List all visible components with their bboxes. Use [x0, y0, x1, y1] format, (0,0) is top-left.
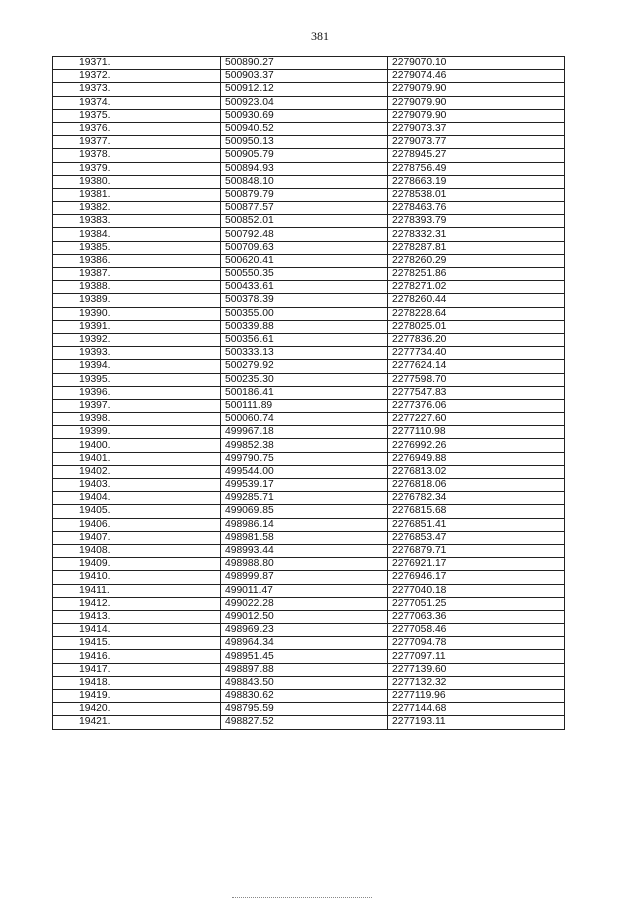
- x-coordinate-cell: 500378.39: [221, 294, 388, 307]
- table-row: [53, 241, 565, 254]
- point-number-cell: 19381.: [53, 188, 221, 201]
- x-coordinate-cell: 498993.44: [221, 544, 388, 557]
- x-coordinate-cell: 498988.80: [221, 558, 388, 571]
- point-number-cell: 19421.: [53, 716, 221, 729]
- point-number-cell: 19393.: [53, 347, 221, 360]
- table-row: [53, 439, 565, 452]
- point-number-cell: 19411.: [53, 584, 221, 597]
- point-number-cell: 19386.: [53, 254, 221, 267]
- point-number-cell: 19373.: [53, 83, 221, 96]
- y-coordinate-cell: 2279070.10: [388, 57, 565, 70]
- point-number-cell: 19391.: [53, 320, 221, 333]
- y-coordinate-cell: 2276851.41: [388, 518, 565, 531]
- y-coordinate-cell: 2276782.34: [388, 492, 565, 505]
- point-number-cell: 19420.: [53, 703, 221, 716]
- y-coordinate-cell: 2279074.46: [388, 70, 565, 83]
- point-number-cell: 19406.: [53, 518, 221, 531]
- table-row: [53, 479, 565, 492]
- point-number-cell: 19390.: [53, 307, 221, 320]
- point-number-cell: 19404.: [53, 492, 221, 505]
- x-coordinate-cell: 498969.23: [221, 624, 388, 637]
- x-coordinate-cell: 499539.17: [221, 479, 388, 492]
- x-coordinate-cell: 500923.04: [221, 96, 388, 109]
- point-number-cell: 19394.: [53, 360, 221, 373]
- point-number-cell: 19396.: [53, 386, 221, 399]
- x-coordinate-cell: 500894.93: [221, 162, 388, 175]
- x-coordinate-cell: 500235.30: [221, 373, 388, 386]
- x-coordinate-cell: 500333.13: [221, 347, 388, 360]
- y-coordinate-cell: 2276813.02: [388, 465, 565, 478]
- page-number: 381: [311, 29, 329, 43]
- y-coordinate-cell: 2279073.37: [388, 122, 565, 135]
- point-number-cell: 19413.: [53, 610, 221, 623]
- y-coordinate-cell: 2279079.90: [388, 96, 565, 109]
- x-coordinate-cell: 500620.41: [221, 254, 388, 267]
- y-coordinate-cell: 2277193.11: [388, 716, 565, 729]
- table-row: [53, 676, 565, 689]
- point-number-cell: 19395.: [53, 373, 221, 386]
- y-coordinate-cell: 2277144.68: [388, 703, 565, 716]
- point-number-cell: 19385.: [53, 241, 221, 254]
- y-coordinate-cell: 2278228.64: [388, 307, 565, 320]
- point-number-cell: 19409.: [53, 558, 221, 571]
- y-coordinate-cell: 2276992.26: [388, 439, 565, 452]
- y-coordinate-cell: 2277376.06: [388, 399, 565, 412]
- y-coordinate-cell: 2277097.11: [388, 650, 565, 663]
- table-row: [53, 215, 565, 228]
- y-coordinate-cell: 2277227.60: [388, 413, 565, 426]
- point-number-cell: 19416.: [53, 650, 221, 663]
- table-row: [53, 122, 565, 135]
- point-number-cell: 19383.: [53, 215, 221, 228]
- y-coordinate-cell: 2278271.02: [388, 281, 565, 294]
- point-number-cell: 19402.: [53, 465, 221, 478]
- y-coordinate-cell: 2278663.19: [388, 175, 565, 188]
- point-number-cell: 19382.: [53, 202, 221, 215]
- table-row: [53, 558, 565, 571]
- x-coordinate-cell: 499012.50: [221, 610, 388, 623]
- table-row: [53, 518, 565, 531]
- point-number-cell: 19399.: [53, 426, 221, 439]
- x-coordinate-cell: 500186.41: [221, 386, 388, 399]
- x-coordinate-cell: 499022.28: [221, 597, 388, 610]
- y-coordinate-cell: 2278756.49: [388, 162, 565, 175]
- table-row: [53, 465, 565, 478]
- table-row: [53, 96, 565, 109]
- x-coordinate-cell: 500852.01: [221, 215, 388, 228]
- table-row: [53, 413, 565, 426]
- table-row: [53, 452, 565, 465]
- y-coordinate-cell: 2276949.88: [388, 452, 565, 465]
- y-coordinate-cell: 2277040.18: [388, 584, 565, 597]
- table-row: [53, 544, 565, 557]
- y-coordinate-cell: 2279073.77: [388, 136, 565, 149]
- y-coordinate-cell: 2278945.27: [388, 149, 565, 162]
- point-number-cell: 19407.: [53, 531, 221, 544]
- table-row: [53, 610, 565, 623]
- x-coordinate-cell: 500550.35: [221, 268, 388, 281]
- y-coordinate-cell: 2278260.29: [388, 254, 565, 267]
- x-coordinate-cell: 498827.52: [221, 716, 388, 729]
- x-coordinate-cell: 499790.75: [221, 452, 388, 465]
- point-number-cell: 19392.: [53, 333, 221, 346]
- table-row: [53, 531, 565, 544]
- x-coordinate-cell: 500792.48: [221, 228, 388, 241]
- x-coordinate-cell: 498951.45: [221, 650, 388, 663]
- y-coordinate-cell: 2277132.32: [388, 676, 565, 689]
- x-coordinate-cell: 500950.13: [221, 136, 388, 149]
- x-coordinate-cell: 500433.61: [221, 281, 388, 294]
- x-coordinate-cell: 500355.00: [221, 307, 388, 320]
- table-row: [53, 347, 565, 360]
- point-number-cell: 19374.: [53, 96, 221, 109]
- y-coordinate-cell: 2278251.86: [388, 268, 565, 281]
- table-row: [53, 83, 565, 96]
- x-coordinate-cell: 500060.74: [221, 413, 388, 426]
- x-coordinate-cell: 498830.62: [221, 690, 388, 703]
- x-coordinate-cell: 500356.61: [221, 333, 388, 346]
- x-coordinate-cell: 500877.57: [221, 202, 388, 215]
- table-row: [53, 703, 565, 716]
- table-row: [53, 333, 565, 346]
- x-coordinate-cell: 498897.88: [221, 663, 388, 676]
- coordinates-table: [52, 56, 565, 730]
- table-row: [53, 360, 565, 373]
- y-coordinate-cell: 2276818.06: [388, 479, 565, 492]
- table-row: [53, 373, 565, 386]
- point-number-cell: 19371.: [53, 57, 221, 70]
- coordinates-table-body: [53, 57, 565, 730]
- y-coordinate-cell: 2278332.31: [388, 228, 565, 241]
- point-number-cell: 19376.: [53, 122, 221, 135]
- table-row: [53, 624, 565, 637]
- y-coordinate-cell: 2277624.14: [388, 360, 565, 373]
- table-row: [53, 690, 565, 703]
- y-coordinate-cell: 2278463.76: [388, 202, 565, 215]
- y-coordinate-cell: 2278287.81: [388, 241, 565, 254]
- y-coordinate-cell: 2277058.46: [388, 624, 565, 637]
- point-number-cell: 19372.: [53, 70, 221, 83]
- y-coordinate-cell: 2278025.01: [388, 320, 565, 333]
- y-coordinate-cell: 2277051.25: [388, 597, 565, 610]
- x-coordinate-cell: 500940.52: [221, 122, 388, 135]
- table-row: [53, 307, 565, 320]
- x-coordinate-cell: 499967.18: [221, 426, 388, 439]
- y-coordinate-cell: 2277063.36: [388, 610, 565, 623]
- point-number-cell: 19375.: [53, 109, 221, 122]
- footer-rule: [232, 897, 372, 898]
- y-coordinate-cell: 2278538.01: [388, 188, 565, 201]
- table-row: [53, 399, 565, 412]
- y-coordinate-cell: 2277110.98: [388, 426, 565, 439]
- point-number-cell: 19401.: [53, 452, 221, 465]
- x-coordinate-cell: 498986.14: [221, 518, 388, 531]
- y-coordinate-cell: 2279079.90: [388, 83, 565, 96]
- y-coordinate-cell: 2276946.17: [388, 571, 565, 584]
- point-number-cell: 19419.: [53, 690, 221, 703]
- table-row: [53, 584, 565, 597]
- table-row: [53, 268, 565, 281]
- point-number-cell: 19397.: [53, 399, 221, 412]
- table-row: [53, 492, 565, 505]
- point-number-cell: 19414.: [53, 624, 221, 637]
- x-coordinate-cell: 500890.27: [221, 57, 388, 70]
- x-coordinate-cell: 500930.69: [221, 109, 388, 122]
- table-row: [53, 663, 565, 676]
- point-number-cell: 19408.: [53, 544, 221, 557]
- table-row: [53, 70, 565, 83]
- table-row: [53, 175, 565, 188]
- x-coordinate-cell: 499852.38: [221, 439, 388, 452]
- x-coordinate-cell: 500279.92: [221, 360, 388, 373]
- point-number-cell: 19398.: [53, 413, 221, 426]
- y-coordinate-cell: 2277547.83: [388, 386, 565, 399]
- table-row: [53, 650, 565, 663]
- point-number-cell: 19388.: [53, 281, 221, 294]
- table-row: [53, 505, 565, 518]
- y-coordinate-cell: 2277836.20: [388, 333, 565, 346]
- x-coordinate-cell: 499285.71: [221, 492, 388, 505]
- x-coordinate-cell: 500912.12: [221, 83, 388, 96]
- y-coordinate-cell: 2277094.78: [388, 637, 565, 650]
- y-coordinate-cell: 2279079.90: [388, 109, 565, 122]
- table-row: [53, 57, 565, 70]
- x-coordinate-cell: 498964.34: [221, 637, 388, 650]
- x-coordinate-cell: 500879.79: [221, 188, 388, 201]
- table-row: [53, 637, 565, 650]
- table-row: [53, 188, 565, 201]
- x-coordinate-cell: 498843.50: [221, 676, 388, 689]
- y-coordinate-cell: 2277119.96: [388, 690, 565, 703]
- table-row: [53, 254, 565, 267]
- point-number-cell: 19387.: [53, 268, 221, 281]
- table-row: [53, 597, 565, 610]
- x-coordinate-cell: 500709.63: [221, 241, 388, 254]
- table-row: [53, 228, 565, 241]
- table-row: [53, 571, 565, 584]
- x-coordinate-cell: 500905.79: [221, 149, 388, 162]
- point-number-cell: 19384.: [53, 228, 221, 241]
- table-row: [53, 386, 565, 399]
- point-number-cell: 19400.: [53, 439, 221, 452]
- table-row: [53, 136, 565, 149]
- table-row: [53, 426, 565, 439]
- point-number-cell: 19415.: [53, 637, 221, 650]
- point-number-cell: 19403.: [53, 479, 221, 492]
- x-coordinate-cell: 499544.00: [221, 465, 388, 478]
- point-number-cell: 19380.: [53, 175, 221, 188]
- x-coordinate-cell: 499011.47: [221, 584, 388, 597]
- y-coordinate-cell: 2276853.47: [388, 531, 565, 544]
- x-coordinate-cell: 500903.37: [221, 70, 388, 83]
- table-row: [53, 202, 565, 215]
- table-row: [53, 320, 565, 333]
- y-coordinate-cell: 2276921.17: [388, 558, 565, 571]
- point-number-cell: 19378.: [53, 149, 221, 162]
- point-number-cell: 19379.: [53, 162, 221, 175]
- x-coordinate-cell: 498999.87: [221, 571, 388, 584]
- point-number-cell: 19412.: [53, 597, 221, 610]
- x-coordinate-cell: 498981.58: [221, 531, 388, 544]
- x-coordinate-cell: 499069.85: [221, 505, 388, 518]
- point-number-cell: 19418.: [53, 676, 221, 689]
- point-number-cell: 19417.: [53, 663, 221, 676]
- x-coordinate-cell: 498795.59: [221, 703, 388, 716]
- y-coordinate-cell: 2277598.70: [388, 373, 565, 386]
- point-number-cell: 19377.: [53, 136, 221, 149]
- y-coordinate-cell: 2277734.40: [388, 347, 565, 360]
- point-number-cell: 19410.: [53, 571, 221, 584]
- x-coordinate-cell: 500111.89: [221, 399, 388, 412]
- x-coordinate-cell: 500848.10: [221, 175, 388, 188]
- y-coordinate-cell: 2278393.79: [388, 215, 565, 228]
- y-coordinate-cell: 2277139.60: [388, 663, 565, 676]
- y-coordinate-cell: 2276879.71: [388, 544, 565, 557]
- table-row: [53, 716, 565, 729]
- table-row: [53, 162, 565, 175]
- table-row: [53, 294, 565, 307]
- point-number-cell: 19405.: [53, 505, 221, 518]
- y-coordinate-cell: 2278260.44: [388, 294, 565, 307]
- table-row: [53, 109, 565, 122]
- table-row: [53, 281, 565, 294]
- table-row: [53, 149, 565, 162]
- point-number-cell: 19389.: [53, 294, 221, 307]
- x-coordinate-cell: 500339.88: [221, 320, 388, 333]
- y-coordinate-cell: 2276815.68: [388, 505, 565, 518]
